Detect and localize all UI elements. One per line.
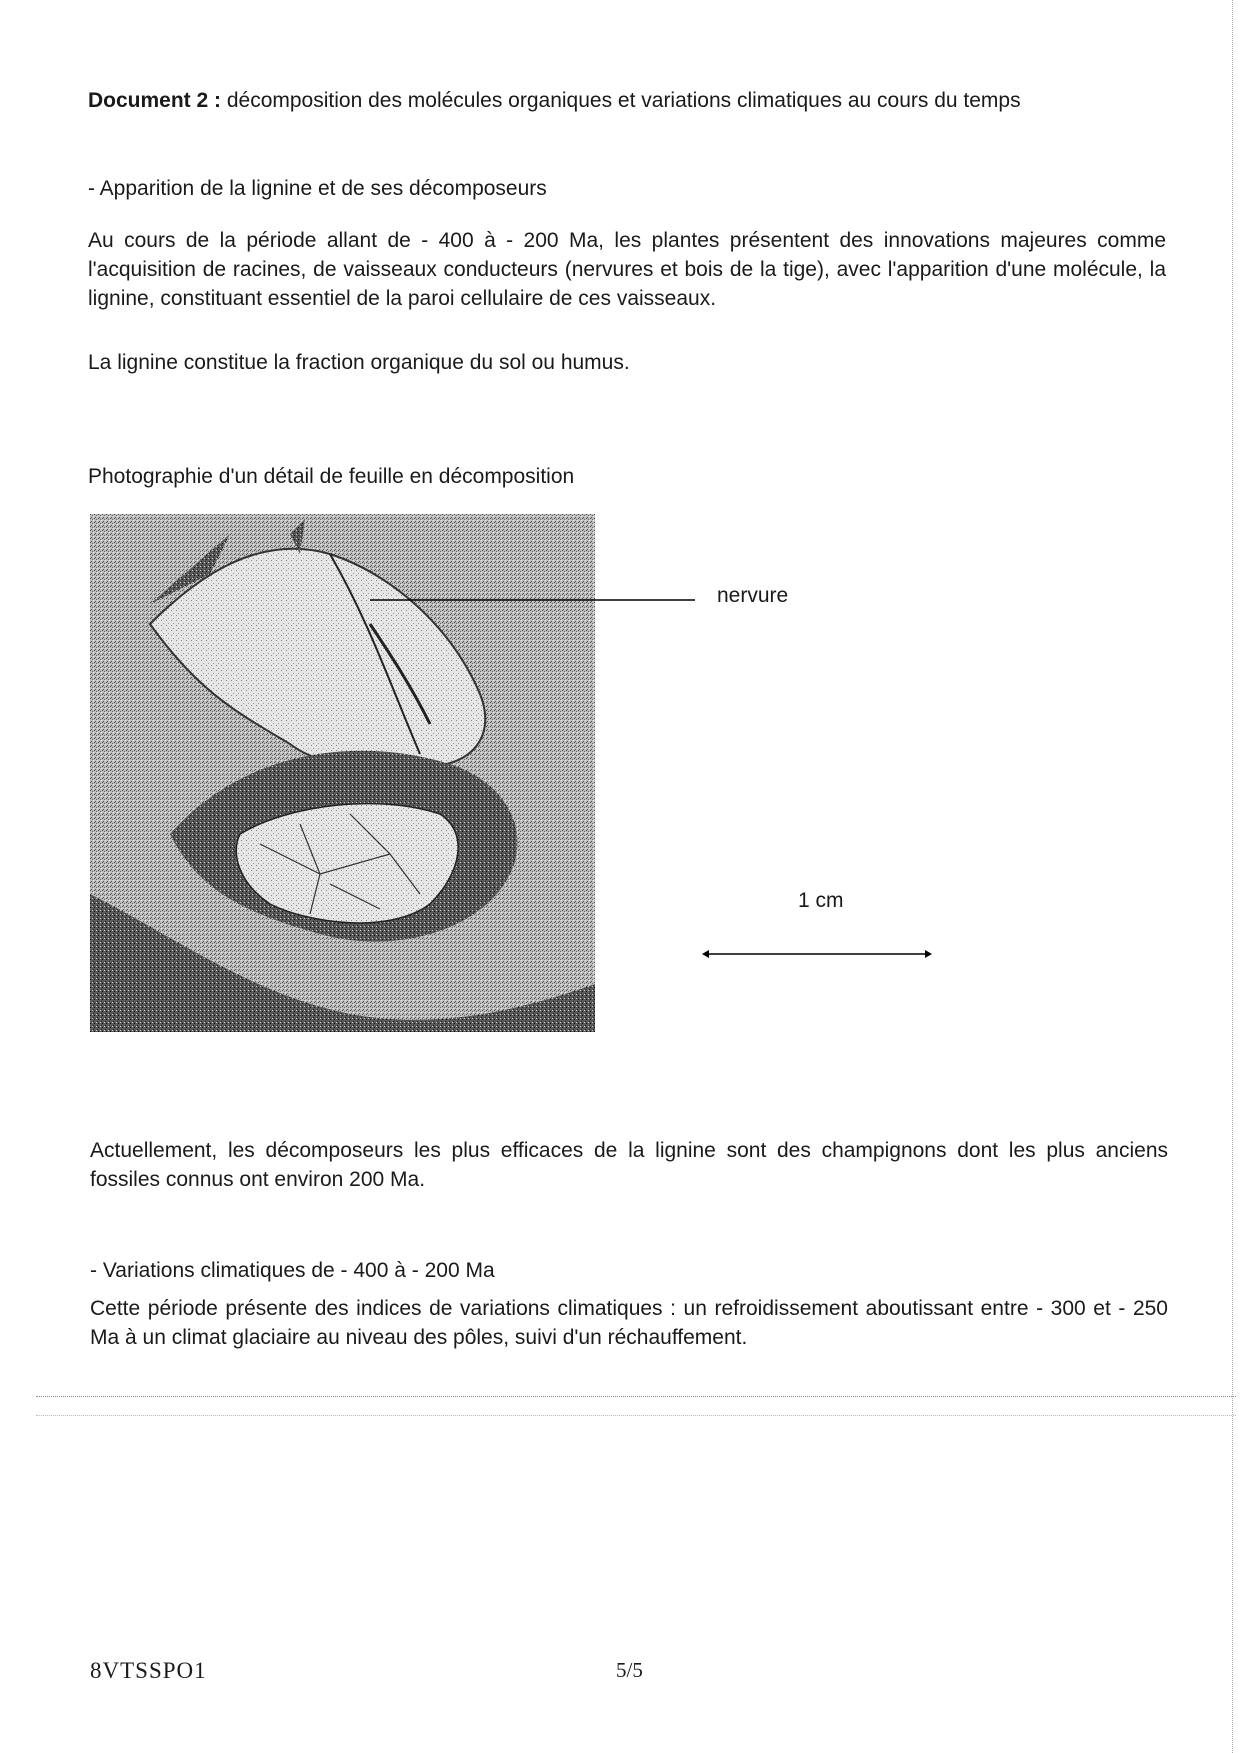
dotted-divider xyxy=(36,1415,1236,1416)
page-number: 5/5 xyxy=(616,1658,643,1682)
section-title-lignine: - Apparition de la lignine et de ses décomposeurs xyxy=(88,177,547,200)
document-heading-text: décomposition des molécules organiques et variations climatiques au cours du temps xyxy=(221,89,1021,112)
document-heading-label: Document 2 : xyxy=(88,89,222,112)
paragraph-lignine: Au cours de la période allant de - 400 à - 200 Ma, les plantes présentent des innovations majeures comme l'acquisition de racines, de vaisseaux conducteurs (nervures et bois de la tige), avec l'apparition d'une molécule, la lignine, constituant essentiel de la paroi cellulaire de ces vaisseaux. xyxy=(88,229,1166,310)
scale-bar-label: 1 cm xyxy=(798,889,844,912)
dotted-divider xyxy=(36,1396,1236,1397)
scale-bar xyxy=(700,944,940,964)
footer-code: 8VTSSPO1 xyxy=(90,1658,207,1683)
paragraph-fungi: Actuellement, les décomposeurs les plus efficaces de la lignine sont des champignons dont les plus anciens fossiles connus ont environ 200 Ma. xyxy=(90,1139,1168,1191)
paragraph-humus: La lignine constitue la fraction organique du sol ou humus. xyxy=(88,351,630,374)
figure-caption: Photographie d'un détail de feuille en décomposition xyxy=(88,465,575,488)
scan-edge xyxy=(1232,0,1234,1753)
nervure-pointer-line xyxy=(370,590,700,610)
paragraph-climate: Cette période présente des indices de variations climatiques : un refroidissement aboutissant entre - 300 et - 250 Ma à un climat glaciaire au niveau des pôles, suivi d'un réchauffement. xyxy=(90,1297,1168,1349)
document-heading xyxy=(88,86,1148,115)
section-title-climate: - Variations climatiques de - 400 à - 200 Ma xyxy=(90,1259,495,1282)
nervure-label: nervure xyxy=(717,584,789,607)
